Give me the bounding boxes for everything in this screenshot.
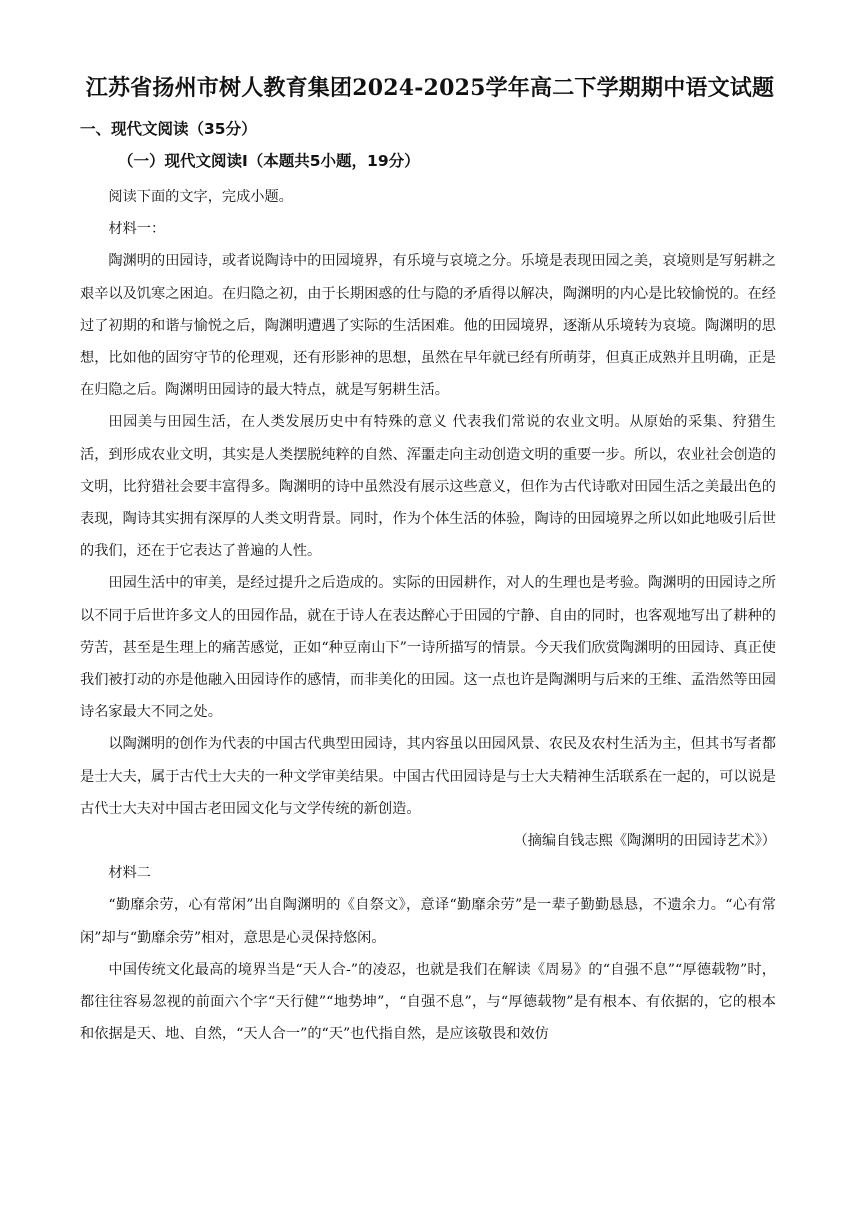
instruction-text: 阅读下面的文字，完成小题。 [108, 189, 293, 205]
material-one-citation: （摘编自钱志熙《陶渊明的田园诗艺术》） [513, 833, 776, 850]
material-one-paragraph: 以陶渊明的创作为代表的中国古代典型田园诗，其内容虽以田园风景、农民及农村生活为主，但其书写者都是士大夫，属于古代士大夫的一种文学审美结果。中国古代田园诗是与士大夫精神生活联系在一起的，可以说是古代士大夫对中国古老田园文化与文学传统的新创造。 [80, 736, 776, 817]
subsection-heading: （一）现代文阅读Ⅰ（本题共5小题，19分） [118, 152, 420, 170]
material-one-paragraph: 陶渊明的田园诗，或者说陶诗中的田园境界，有乐境与哀境之分。乐境是表现田园之美，哀境则是写躬耕之艰辛以及饥寒之困迫。在归隐之初，由于长期困惑的仕与隐的矛盾得以解决，陶渊明的内心是比较愉悦的。在经过了初期的和谐与愉悦之后，陶渊明遭遇了实际的生活困难。他的田园境界，逐渐从乐境转为哀境。陶渊明的思想，比如他的固穷守节的伦理观，还有形影神的思想，虽然在早年就已经有所萌芽，但真正成熟并且明确，正是在归隐之后。陶渊明田园诗的最大特点，就是写躬耕生活。 [80, 253, 776, 399]
material-two-paragraph: 中国传统文化最高的境界当是“天人合-”的凌忍，也就是我们在解读《周易》的“自强不息”“厚德载物”时，都往往容易忽视的前面六个字“天行健”“地势坤”，“自强不息”，与“厚德载物”是有根本、有依据的，它的根本和依据是天、地、自然，“天人合一”的“天”也代指自然，是应该敬畏和效仿 [80, 961, 776, 1043]
section-heading: 一、现代文阅读（35分） [80, 120, 257, 138]
document-body [80, 181, 776, 1050]
document-title: 江苏省扬州市树人教育集团2024-2025学年高二下学期期中语文试题 [85, 75, 775, 101]
material-two-paragraph: “勤靡余劳，心有常闲”出自陶渊明的《自祭文》，意译“勤靡余劳”是一辈子勤勤恳恳，不遗余力。“心有常闲”却与“勤靡余劳”相对，意思是心灵保持悠闲。 [80, 897, 776, 946]
material-two-label: 材料二 [108, 865, 151, 882]
material-one-paragraph: 田园美与田园生活，在人类发展历史中有特殊的意义 代表我们常说的农业文明。从原始的采集、狩猎生活，到形成农业文明，其实是人类摆脱纯粹的自然、浑噩走向主动创造文明的重要一步。所以，农业社会创造的文明，比狩猎社会要丰富得多。陶渊明的诗中虽然没有展示这些意义，但作为古代诗歌对田园生活之美最出色的表现，陶诗其实拥有深厚的人类文明背景。同时，作为个体生活的体验，陶诗的田园境界之所以如此地吸引后世的我们，还在于它表达了普遍的人性。 [80, 414, 776, 560]
material-one-paragraph: 田园生活中的审美，是经过提升之后造成的。实际的田园耕作，对人的生理也是考验。陶渊明的田园诗之所以不同于后世许多文人的田园作品，就在于诗人在表达醉心于田园的宁静、自由的同时，也客观地写出了耕种的劳苦，甚至是生理上的痛苦感觉，正如“种豆南山下”一诗所描写的情景。今天我们欣赏陶渊明的田园诗、真正使我们被打动的亦是他融入田园诗作的感情，而非美化的田园。这一点也许是陶渊明与后来的王维、孟浩然等田园诗名家最大不同之处。 [80, 575, 776, 721]
material-one-label: 材料一： [108, 221, 166, 238]
